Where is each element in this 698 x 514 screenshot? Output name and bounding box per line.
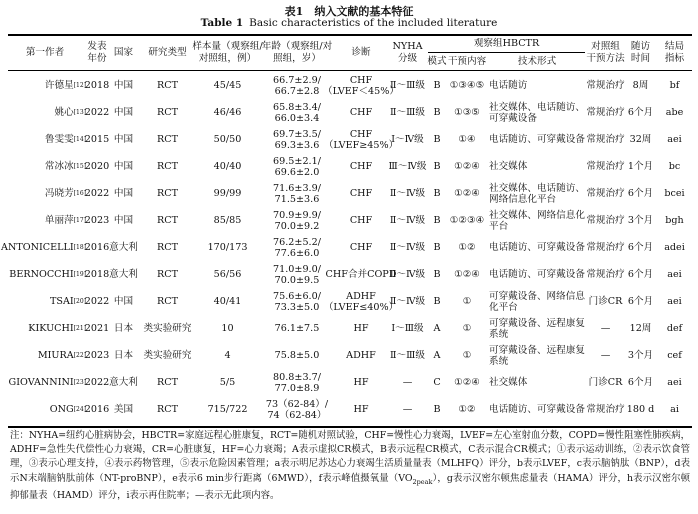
cell-age: 69.5±2.1/ 69.6±2.0 bbox=[273, 155, 321, 178]
cell-control: 常规治疗 bbox=[586, 404, 625, 415]
header-followup: 随访 时间 bbox=[630, 41, 651, 64]
cell-content: ①③④⑤ bbox=[449, 80, 485, 91]
cell-sample: 46/46 bbox=[213, 107, 242, 118]
cell-age: 71.6±3.9/ 71.5±3.6 bbox=[273, 182, 321, 205]
cell-age: 71.0±9.0/ 70.0±9.5 bbox=[273, 263, 321, 286]
cell-diag: HF bbox=[353, 404, 369, 415]
author-name: TSAI bbox=[49, 296, 74, 307]
cell-country: 中国 bbox=[113, 188, 134, 199]
cell-year: 2022 bbox=[84, 107, 110, 118]
cell-type: 类实验研究 bbox=[143, 323, 192, 334]
author-name: 许德星 bbox=[44, 80, 74, 91]
cell-mode: B bbox=[433, 404, 441, 415]
cell-content: ①④ bbox=[458, 134, 476, 145]
header-country: 国家 bbox=[113, 46, 134, 58]
cell-year: 2016 bbox=[84, 242, 110, 253]
cell-age: 69.7±3.5/ 69.3±3.6 bbox=[273, 128, 321, 151]
cell-diag: ADHF （LVEF≤40%） bbox=[323, 290, 399, 313]
cell-age: 80.8±3.7/ 77.0±8.9 bbox=[273, 371, 321, 394]
cell-age: 66.7±2.9/ 66.7±2.8 bbox=[273, 74, 321, 97]
cell-control: 常规治疗 bbox=[586, 188, 625, 199]
cell-sample: 56/56 bbox=[213, 269, 242, 280]
cell-tech: 电话随访 bbox=[489, 80, 528, 91]
cell-type: RCT bbox=[157, 242, 178, 253]
cell-mode: A bbox=[433, 350, 441, 361]
cell-fu: 8周 bbox=[632, 80, 649, 91]
cell-content: ① bbox=[462, 323, 472, 334]
cell-mode: B bbox=[433, 269, 441, 280]
cell-nyha: Ⅱ～Ⅲ级 bbox=[390, 107, 425, 118]
cell-control: 常规治疗 bbox=[586, 134, 625, 145]
cell-mode: A bbox=[433, 323, 441, 334]
cell-author: MIURA [22] bbox=[37, 350, 86, 361]
table-note: 注：NYHA=纽约心脏病协会，HBCTR=家庭远程心脏康复，RCT=随机对照试验，CHF=慢性心力衰竭，LVEF=左心室射血分数，COPD=慢性阻塞性肺疾病，ADHF=急性失代偿性心力衰竭，CR=心脏康复，HF=心力衰竭；A表示虚拟CR模式，B表示远程CR模式，C表示混合CR模式；①表示运动训练，②表示饮食管理，③表示心理支持，④表示药物管理，⑤表示危险因素管理；a表示明尼苏达心力衰竭生活质量量表（MLHFQ）评分，b表示LVEF，c表示脑钠肽（BNP），d表示N末端脑钠肽前体（NT-proBNP），e表示6 min步行距离（6MWD），f表示峰值摄氧量$(VO_{2peak})$，g表示汉密尔顿焦虑量表（HAMA）评分，h表示汉密尔顿抑郁量表（HAMD）评分，i表示再住院率；—表示无此项内容。 bbox=[10, 430, 691, 501]
cell-sample: 85/85 bbox=[213, 215, 242, 226]
cell-country: 中国 bbox=[113, 134, 134, 145]
cell-fu: 1个月 bbox=[627, 161, 654, 172]
cell-age: 76.1±7.5 bbox=[274, 323, 320, 334]
cell-year: 2022 bbox=[84, 296, 110, 307]
cell-out: aei bbox=[667, 296, 682, 307]
cell-fu: 6个月 bbox=[627, 107, 654, 118]
cell-country: 中国 bbox=[113, 161, 134, 172]
cell-nyha: Ⅱ～Ⅳ级 bbox=[389, 269, 426, 280]
cell-age: 65.8±3.4/ 66.0±3.4 bbox=[273, 101, 321, 124]
cell-content: ①③⑤ bbox=[454, 107, 480, 118]
cell-author: 单丽萍 [17] bbox=[44, 215, 86, 226]
cell-fu: 3个月 bbox=[627, 215, 654, 226]
cell-year: 2016 bbox=[84, 404, 110, 415]
cell-country: 中国 bbox=[113, 296, 134, 307]
cell-content: ① bbox=[462, 350, 472, 361]
cell-type: RCT bbox=[157, 296, 178, 307]
cell-year: 2023 bbox=[84, 350, 110, 361]
cell-type: RCT bbox=[157, 134, 178, 145]
table-caption-cn: 表1 纳入文献的基本特征 bbox=[284, 5, 414, 18]
header-author: 第一作者 bbox=[25, 46, 65, 58]
cell-sample: 715/722 bbox=[207, 404, 248, 415]
cell-tech: 社交媒体 bbox=[489, 161, 528, 172]
cell-type: RCT bbox=[157, 161, 178, 172]
header-age: 年龄（观察组/对 照组，岁） bbox=[261, 41, 333, 64]
cell-tech: 社交媒体、网络信息化 平台 bbox=[489, 209, 585, 232]
header-control: 对照组 干预方法 bbox=[586, 41, 625, 64]
header-outcome: 结局 指标 bbox=[664, 41, 685, 64]
author-name: 鲁雯雯 bbox=[44, 134, 74, 145]
cell-author: BERNOCCHI [19] bbox=[9, 269, 86, 280]
cell-fu: 32周 bbox=[629, 134, 652, 145]
author-name: KIKUCHI bbox=[28, 323, 74, 334]
cell-type: RCT bbox=[157, 80, 178, 91]
cell-mode: B bbox=[433, 242, 441, 253]
author-name: 冯晓芳 bbox=[44, 188, 74, 199]
cell-nyha: Ⅱ～Ⅲ级 bbox=[390, 80, 425, 91]
cell-tech: 社交媒体、电话随访、 可穿戴设备 bbox=[489, 101, 585, 124]
cell-country: 美国 bbox=[113, 404, 134, 415]
header-year: 发表 年份 bbox=[87, 41, 107, 64]
cell-fu: 180 d bbox=[626, 404, 655, 415]
cell-year: 2015 bbox=[84, 134, 110, 145]
cell-author: 常冰冰 [15] bbox=[44, 161, 86, 172]
cell-nyha: Ⅱ～Ⅳ级 bbox=[389, 188, 426, 199]
cell-out: bcei bbox=[664, 188, 685, 199]
cell-mode: B bbox=[433, 161, 441, 172]
cell-content: ①②④ bbox=[454, 269, 480, 280]
cell-country: 日本 bbox=[113, 350, 134, 361]
cell-nyha: Ⅲ～Ⅳ级 bbox=[388, 161, 427, 172]
cell-year: 2023 bbox=[84, 215, 110, 226]
cell-author: 许德星 [12] bbox=[44, 80, 86, 91]
cell-control: 常规治疗 bbox=[586, 161, 625, 172]
cell-out: aei bbox=[667, 269, 682, 280]
cell-fu: 3个月 bbox=[627, 350, 654, 361]
header-tech: 技术形式 bbox=[517, 55, 557, 67]
header-diagnosis: 诊断 bbox=[351, 46, 371, 58]
cell-country: 意大利 bbox=[109, 242, 138, 253]
cell-author: ONG [24] bbox=[49, 404, 86, 415]
cell-age: 73（62-84）/ 74（62-84） bbox=[265, 398, 329, 421]
cell-year: 2018 bbox=[84, 269, 110, 280]
cell-out: aei bbox=[667, 134, 682, 145]
cell-control: — bbox=[600, 323, 611, 334]
cell-mode: B bbox=[433, 296, 441, 307]
author-name: 姚心 bbox=[54, 107, 74, 118]
cell-type: RCT bbox=[157, 404, 178, 415]
cell-out: ai bbox=[670, 404, 679, 415]
cell-diag: HF bbox=[353, 377, 369, 388]
author-name: GIOVANNINI bbox=[8, 377, 74, 388]
cell-content: ① bbox=[462, 296, 472, 307]
cell-fu: 6个月 bbox=[627, 269, 654, 280]
cell-tech: 电话随访、可穿戴设备 bbox=[489, 242, 585, 253]
header-sample: 样本量（观察组/ 对照组，例） bbox=[192, 41, 263, 64]
cell-sample: 50/50 bbox=[213, 134, 242, 145]
header-content: 干预内容 bbox=[447, 55, 487, 67]
cell-nyha: Ⅱ～Ⅲ级 bbox=[390, 350, 425, 361]
cell-author: ANTONICELLI [18] bbox=[1, 242, 86, 253]
cell-type: RCT bbox=[157, 377, 178, 388]
cell-content: ①② bbox=[458, 404, 476, 415]
cell-content: ①②④ bbox=[454, 161, 480, 172]
cell-mode: C bbox=[433, 377, 441, 388]
cell-sample: 5/5 bbox=[219, 377, 236, 388]
cell-country: 日本 bbox=[113, 323, 134, 334]
cell-sample: 45/45 bbox=[213, 80, 242, 91]
cell-country: 中国 bbox=[113, 107, 134, 118]
author-name: 单丽萍 bbox=[44, 215, 74, 226]
cell-tech: 社交媒体 bbox=[489, 377, 528, 388]
cell-year: 2022 bbox=[84, 377, 110, 388]
cell-age: 75.8±5.0 bbox=[274, 350, 320, 361]
cell-age: 70.9±9.9/ 70.0±9.2 bbox=[273, 209, 321, 232]
cell-tech: 电话随访、可穿戴设备 bbox=[489, 269, 585, 280]
cell-nyha: — bbox=[402, 404, 413, 415]
cell-control: 常规治疗 bbox=[586, 242, 625, 253]
cell-diag: HF bbox=[353, 323, 369, 334]
cell-mode: B bbox=[433, 80, 441, 91]
cell-author: GIOVANNINI [23] bbox=[8, 377, 86, 388]
cell-content: ①② bbox=[458, 242, 476, 253]
header-group: 观察组HBCTR bbox=[473, 38, 540, 50]
cell-tech: 可穿戴设备、远程康复 系统 bbox=[489, 344, 585, 367]
cell-mode: B bbox=[433, 107, 441, 118]
cell-fu: 6个月 bbox=[627, 188, 654, 199]
author-name: MIURA bbox=[37, 350, 74, 361]
cell-control: 常规治疗 bbox=[586, 215, 625, 226]
cell-out: adei bbox=[664, 242, 685, 253]
cell-control: 常规治疗 bbox=[586, 269, 625, 280]
cell-sample: 10 bbox=[221, 323, 234, 334]
cell-country: 意大利 bbox=[109, 377, 138, 388]
cell-sample: 99/99 bbox=[213, 188, 242, 199]
author-name: 常冰冰 bbox=[44, 161, 74, 172]
cell-type: RCT bbox=[157, 269, 178, 280]
cell-content: ①②④ bbox=[454, 188, 480, 199]
cell-year: 2021 bbox=[84, 323, 110, 334]
cell-type: RCT bbox=[157, 188, 178, 199]
cell-out: cef bbox=[667, 350, 682, 361]
cell-sample: 170/173 bbox=[207, 242, 248, 253]
cell-tech: 社交媒体、电话随访、 网络信息化平台 bbox=[489, 182, 585, 205]
cell-tech: 可穿戴设备、远程康复 系统 bbox=[489, 317, 585, 340]
cell-fu: 6个月 bbox=[627, 296, 654, 307]
cell-nyha: Ⅱ～Ⅳ级 bbox=[389, 242, 426, 253]
cell-content: ①②④ bbox=[454, 377, 480, 388]
author-name: ANTONICELLI bbox=[1, 242, 74, 253]
cell-out: bf bbox=[669, 80, 680, 91]
cell-out: aei bbox=[667, 377, 682, 388]
cell-year: 2020 bbox=[84, 161, 110, 172]
cell-control: — bbox=[600, 350, 611, 361]
cell-control: 门诊CR bbox=[588, 377, 623, 388]
cell-author: 姚心 [13] bbox=[54, 107, 86, 118]
cell-sample: 4 bbox=[224, 350, 231, 361]
cell-nyha: Ⅰ～Ⅲ级 bbox=[391, 323, 424, 334]
author-name: ONG bbox=[49, 404, 74, 415]
cell-mode: B bbox=[433, 188, 441, 199]
header-mode: 模式 bbox=[427, 55, 447, 67]
cell-out: def bbox=[666, 323, 683, 334]
cell-diag: CHF合并COPD bbox=[325, 269, 397, 280]
cell-diag: CHF （LVEF≥45%） bbox=[323, 128, 399, 151]
cell-diag: CHF bbox=[349, 242, 373, 253]
cell-out: bc bbox=[668, 161, 681, 172]
cell-diag: CHF （LVEF＜45%） bbox=[323, 74, 399, 97]
bottom-rule bbox=[8, 426, 692, 428]
cell-year: 2018 bbox=[84, 80, 110, 91]
cell-tech: 可穿戴设备、网络信息 化平台 bbox=[489, 290, 585, 313]
cell-control: 门诊CR bbox=[588, 296, 623, 307]
cell-age: 75.6±6.0/ 73.3±5.0 bbox=[273, 290, 321, 313]
header-rule bbox=[8, 70, 692, 71]
cell-mode: B bbox=[433, 134, 441, 145]
cell-diag: ADHF bbox=[346, 350, 376, 361]
cell-author: KIKUCHI [21] bbox=[28, 323, 86, 334]
cell-diag: CHF bbox=[349, 107, 373, 118]
cell-out: abe bbox=[665, 107, 684, 118]
cell-country: 中国 bbox=[113, 215, 134, 226]
author-name: BERNOCCHI bbox=[9, 269, 74, 280]
cell-out: bgh bbox=[665, 215, 684, 226]
cell-fu: 6个月 bbox=[627, 242, 654, 253]
cell-control: 常规治疗 bbox=[586, 80, 625, 91]
cell-tech: 电话随访、可穿戴设备 bbox=[489, 134, 585, 145]
cell-author: 冯晓芳 [16] bbox=[44, 188, 86, 199]
table-caption-en: Table 1 Basic characteristics of the included literature bbox=[200, 17, 498, 29]
cell-type: RCT bbox=[157, 107, 178, 118]
cell-nyha: Ⅰ～Ⅳ级 bbox=[391, 134, 424, 145]
cell-age: 76.2±5.2/ 77.6±6.0 bbox=[273, 236, 321, 259]
cell-diag: CHF bbox=[349, 161, 373, 172]
cell-nyha: Ⅱ～Ⅳ级 bbox=[389, 215, 426, 226]
cell-nyha: — bbox=[402, 377, 413, 388]
cell-diag: CHF bbox=[349, 188, 373, 199]
cell-tech: 电话随访、可穿戴设备 bbox=[489, 404, 585, 415]
cell-nyha: Ⅱ～Ⅳ级 bbox=[389, 296, 426, 307]
group-subrule bbox=[428, 52, 585, 53]
cell-year: 2022 bbox=[84, 188, 110, 199]
cell-sample: 40/40 bbox=[213, 161, 242, 172]
cell-type: 类实验研究 bbox=[143, 350, 192, 361]
cell-country: 中国 bbox=[113, 80, 134, 91]
cell-sample: 40/41 bbox=[213, 296, 242, 307]
cell-diag: CHF bbox=[349, 215, 373, 226]
cell-fu: 12周 bbox=[629, 323, 652, 334]
cell-country: 意大利 bbox=[109, 269, 138, 280]
cell-author: 鲁雯雯 [14] bbox=[44, 134, 86, 145]
cell-control: 常规治疗 bbox=[586, 107, 625, 118]
cell-author: TSAI [20] bbox=[49, 296, 86, 307]
cell-mode: B bbox=[433, 215, 441, 226]
cell-type: RCT bbox=[157, 215, 178, 226]
header-nyha: NYHA 分级 bbox=[392, 41, 423, 64]
cell-content: ①②③④ bbox=[449, 215, 485, 226]
header-type: 研究类型 bbox=[148, 46, 187, 58]
cell-fu: 6个月 bbox=[627, 377, 654, 388]
